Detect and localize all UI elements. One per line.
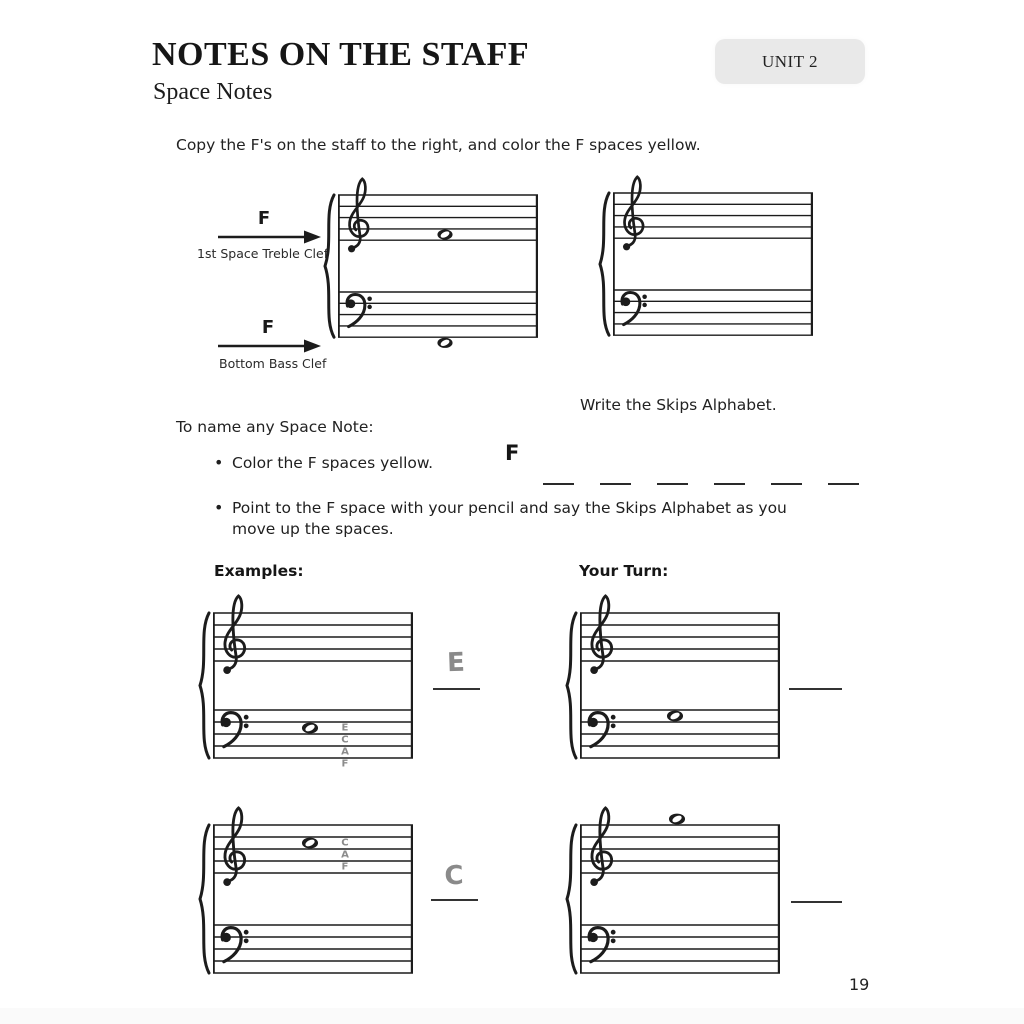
treble-clef-icon [223, 596, 244, 674]
space-letter-label: F [341, 758, 349, 770]
space-letter-label: A [341, 746, 349, 758]
whole-note [302, 723, 318, 734]
grand-staff-brace [200, 825, 209, 973]
arrow-right-icon [218, 229, 322, 245]
grand-staff-brace [200, 613, 209, 758]
naming-bullets [212, 453, 832, 564]
grand-staff-svg [193, 583, 428, 783]
grand-staff-your-turn-2 [560, 795, 795, 995]
your-turn-label: Your Turn: [579, 562, 669, 580]
page-title: NOTES ON THE STAFF [152, 36, 530, 73]
bass-clef-icon [621, 292, 646, 324]
space-letter-label: A [341, 849, 349, 861]
f-label-bass: F [261, 317, 275, 338]
grand-staff-svg [560, 583, 795, 783]
space-letter-label: E [341, 722, 349, 734]
bullet-item: • Color the F spaces yellow. [212, 453, 832, 474]
bullet-item: • Point to the F space with your pencil and say the Skips Alphabet as you move up the spaces. [212, 498, 832, 540]
skips-blank [828, 483, 859, 485]
bass-clef-icon [346, 294, 371, 326]
skips-heading: Write the Skips Alphabet. [580, 396, 777, 414]
caption-bass-space: Bottom Bass Clef [219, 356, 327, 371]
grand-staff-example-2 [193, 795, 428, 995]
arrow-right-icon [218, 338, 322, 354]
grand-staff-brace [325, 195, 334, 337]
bass-clef-icon [589, 928, 616, 962]
grand-staff-brace [567, 613, 576, 758]
answer-blank-line [791, 901, 842, 903]
grand-staff-brace [600, 193, 609, 335]
answer-blank-line [431, 899, 478, 901]
examples-label: Examples: [214, 562, 304, 580]
grand-staff-svg [593, 163, 828, 363]
treble-clef-icon [590, 596, 611, 674]
page-number: 19 [849, 975, 870, 994]
whole-note [667, 711, 683, 722]
unit-badge-label: UNIT 2 [761, 51, 819, 71]
grand-staff-svg [318, 165, 553, 365]
grand-staff-example-1 [193, 583, 428, 783]
grand-staff-your-turn-1 [560, 583, 795, 783]
answer-blank-line [433, 688, 480, 690]
grand-staff-brace [567, 825, 576, 973]
skips-start-letter: F [505, 441, 520, 465]
bass-clef-icon [589, 713, 616, 747]
answer-blank-line [789, 688, 842, 690]
whole-note [302, 838, 318, 849]
space-letter-label: F [341, 861, 349, 873]
grand-staff-svg [560, 795, 795, 995]
space-letter-label: C [341, 734, 349, 746]
treble-clef-icon [348, 179, 368, 252]
page-subtitle: Space Notes [153, 79, 273, 105]
grand-staff-copy-source [318, 165, 553, 365]
page-bottom-shade [0, 1008, 1024, 1024]
space-letter-label: C [341, 837, 349, 849]
grand-staff-copy-target [593, 163, 828, 363]
instruction-text: Copy the F's on the staff to the right, and color the F spaces yellow. [176, 136, 701, 154]
unit-badge [715, 39, 865, 84]
f-label-treble: F [257, 208, 271, 229]
whole-note [669, 814, 685, 825]
handwritten-answer: E [446, 647, 466, 679]
bass-clef-icon [222, 713, 249, 747]
handwritten-answer: C [443, 860, 465, 892]
treble-clef-icon [223, 808, 244, 886]
bass-clef-icon [222, 928, 249, 962]
grand-staff-svg [193, 795, 428, 995]
whole-note [437, 338, 452, 348]
caption-treble-space: 1st Space Treble Clef [197, 246, 329, 261]
naming-heading: To name any Space Note: [176, 418, 374, 436]
treble-clef-icon [590, 808, 611, 886]
whole-note [437, 229, 452, 239]
treble-clef-icon [623, 177, 643, 250]
